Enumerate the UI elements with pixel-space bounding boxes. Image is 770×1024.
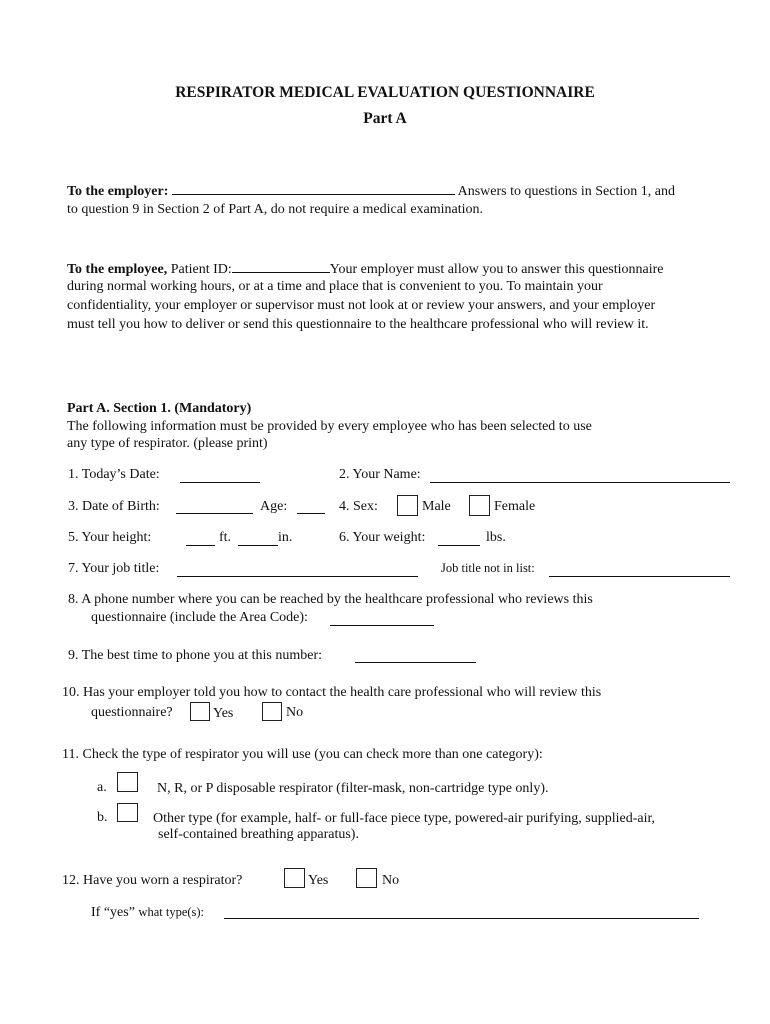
phone-number-field[interactable]	[330, 625, 434, 626]
employer-paragraph-line1	[67, 181, 675, 200]
employee-label: To the employee,	[67, 262, 168, 277]
q10-yes-label: Yes	[213, 706, 234, 721]
q7-label: 7. Your job title:	[68, 561, 160, 576]
q11a-letter: a.	[97, 780, 107, 795]
date-of-birth-field[interactable]	[176, 513, 253, 514]
q11a-text: N, R, or P disposable respirator (filter-mask, non-cartridge type only).	[157, 781, 549, 796]
q11b-checkbox[interactable]	[117, 803, 138, 822]
q11a-checkbox[interactable]	[117, 772, 138, 792]
height-feet-field[interactable]	[186, 545, 215, 546]
q10-no-label: No	[286, 705, 304, 720]
section-intro2: any type of respirator. (please print)	[67, 436, 268, 451]
q11-label: 11. Check the type of respirator you will use (you can check more than one category):	[62, 747, 543, 762]
section-intro1: The following information must be provided by every employee who has been selected to use	[67, 419, 592, 434]
q5-label: 5. Your height:	[68, 530, 152, 545]
respirator-type-field[interactable]	[224, 918, 699, 919]
q12-no-checkbox[interactable]	[356, 868, 377, 888]
q11b-letter: b.	[97, 810, 108, 825]
sex-male-checkbox[interactable]	[397, 495, 418, 516]
female-label: Female	[494, 499, 536, 514]
q10-yes-checkbox[interactable]	[190, 702, 210, 721]
q1-label: 1. Today’s Date:	[68, 467, 160, 482]
job-title-field[interactable]	[177, 576, 418, 577]
q11b-line1: Other type (for example, half- or full-face piece type, powered-air purifying, supplied-air,	[153, 811, 656, 826]
height-inches-field[interactable]	[238, 545, 278, 546]
todays-date-field[interactable]	[180, 482, 260, 483]
sex-female-checkbox[interactable]	[469, 495, 490, 516]
q2-label: 2. Your Name:	[339, 467, 421, 482]
q10-no-checkbox[interactable]	[262, 702, 282, 721]
q6-label: 6. Your weight:	[339, 530, 426, 545]
employee-paragraph-line1	[67, 259, 664, 278]
employer-name-field[interactable]	[172, 181, 455, 195]
q12-yes-checkbox[interactable]	[284, 868, 305, 888]
employer-text2: to question 9 in Section 2 of Part A, do not require a medical examination.	[67, 202, 484, 217]
employer-label: To the employer:	[67, 184, 169, 199]
employee-text1: Your employer must allow you to answer this questionnaire	[329, 262, 664, 277]
your-name-field[interactable]	[430, 482, 730, 483]
employee-line3: confidentiality, your employer or supervisor must not look at or review your answers, and your employer	[67, 298, 656, 313]
q12-if-yes	[91, 904, 204, 921]
q4-label: 4. Sex:	[339, 499, 378, 514]
in-label: in.	[278, 530, 293, 545]
q11b-line2: self-contained breathing apparatus).	[158, 827, 359, 842]
lbs-label: lbs.	[486, 530, 506, 545]
age-label: Age:	[260, 499, 288, 514]
q10-line2: questionnaire?	[91, 705, 173, 720]
weight-field[interactable]	[438, 545, 480, 546]
job-not-listed-label: Job title not in list:	[441, 561, 535, 575]
q3-label: 3. Date of Birth:	[68, 499, 160, 514]
q12-if-yes-text: If “yes”	[91, 905, 135, 920]
patient-id-label: Patient ID:	[170, 262, 232, 277]
male-label: Male	[422, 499, 451, 514]
employer-text1: Answers to questions in Section 1, and	[457, 184, 675, 199]
q12-no-label: No	[382, 873, 400, 888]
job-not-listed-field[interactable]	[549, 576, 730, 577]
patient-id-field[interactable]	[232, 259, 330, 273]
section-heading: Part A. Section 1. (Mandatory)	[67, 401, 252, 416]
best-time-field[interactable]	[355, 662, 476, 663]
q10-line1: 10. Has your employer told you how to contact the health care professional who will review this	[62, 685, 602, 700]
q8-line1: 8. A phone number where you can be reached by the healthcare professional who reviews this	[68, 592, 593, 607]
employee-line4: must tell you how to deliver or send this questionnaire to the healthcare professional who will review it.	[67, 317, 649, 332]
q9-label: 9. The best time to phone you at this number:	[68, 648, 323, 663]
ft-label: ft.	[219, 530, 232, 545]
age-field[interactable]	[297, 513, 325, 514]
employee-line2: during normal working hours, or at a time and place that is convenient to you. To maintain your	[67, 279, 603, 294]
q12-label: 12. Have you worn a respirator?	[62, 873, 243, 888]
q12-what-type-text: what type(s):	[138, 905, 205, 919]
q12-yes-label: Yes	[308, 873, 329, 888]
form-subtitle: Part A	[363, 110, 407, 127]
q8-line2: questionnaire (include the Area Code):	[91, 610, 308, 625]
form-title: RESPIRATOR MEDICAL EVALUATION QUESTIONNAIRE	[175, 84, 595, 101]
